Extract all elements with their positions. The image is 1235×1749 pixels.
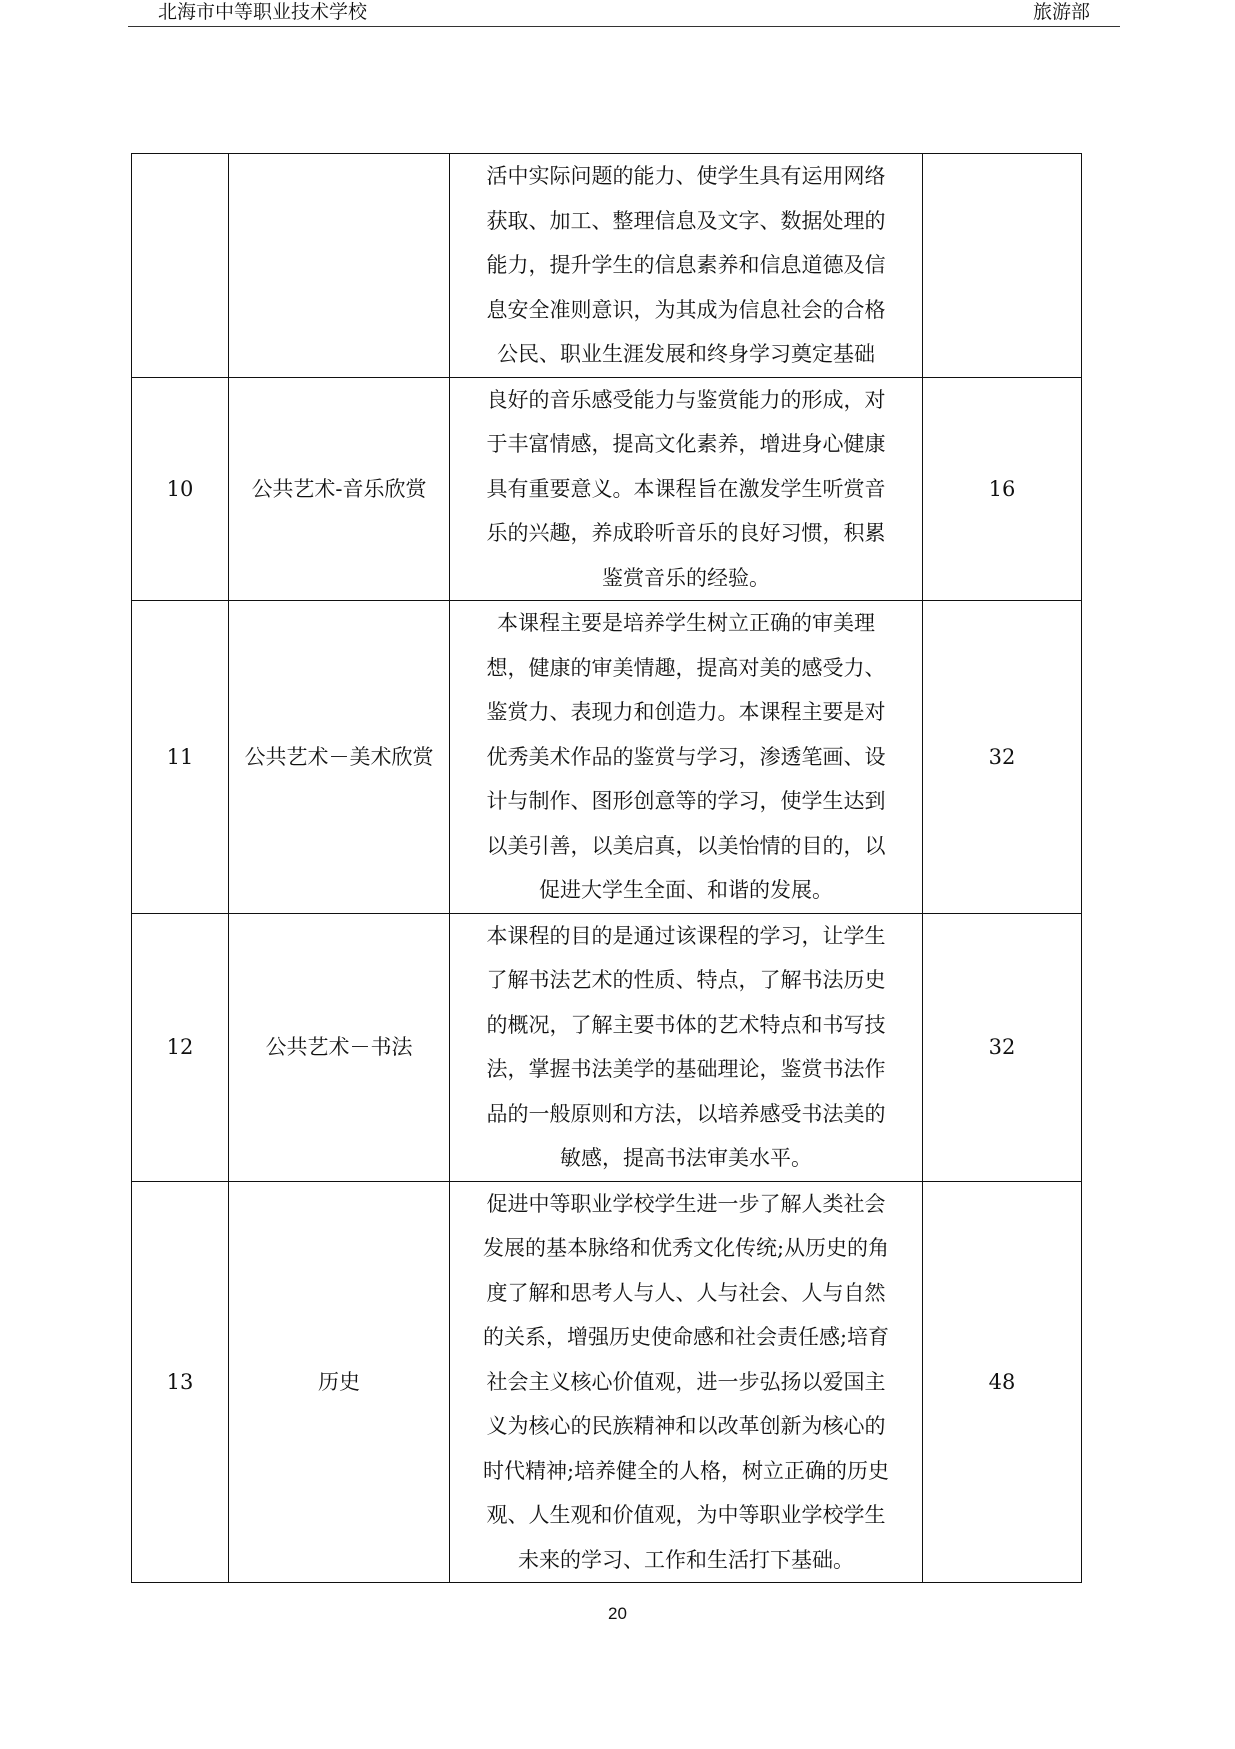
course-description-cell — [450, 601, 923, 914]
course-description-cell — [450, 377, 923, 601]
course-name-cell — [229, 154, 450, 378]
description-line: 法，掌握书法美学的基础理论，鉴赏书法作 — [486, 1057, 886, 1081]
table-row — [132, 913, 1082, 1181]
description-line: 于丰富情感，提高文化素养，增进身心健康 — [486, 432, 886, 456]
description-line: 活中实际问题的能力、使学生具有运用网络 — [486, 164, 886, 188]
course-description-cell — [450, 154, 923, 378]
description-line: 优秀美术作品的鉴赏与学习，渗透笔画、设 — [486, 744, 886, 769]
description-line: 计与制作、图形创意等的学习，使学生达到 — [486, 789, 886, 813]
course-number-cell: 10 — [132, 377, 229, 601]
description-line: 的概况，了解主要书体的艺术特点和书写技 — [486, 1012, 886, 1037]
course-description-cell — [450, 1181, 923, 1583]
course-number-cell: 12 — [132, 913, 229, 1181]
course-number-cell: 13 — [132, 1181, 229, 1583]
course-table — [131, 153, 1082, 1583]
description-line: 观、人生观和价值观，为中等职业学校学生 — [486, 1503, 886, 1527]
description-line: 了解书法艺术的性质、特点，了解书法历史 — [486, 968, 886, 992]
description-line: 以美引善，以美启真，以美怡情的目的，以 — [486, 833, 886, 858]
course-table-body — [132, 154, 1082, 1583]
course-hours-cell: 48 — [923, 1181, 1082, 1583]
description-line: 公民、职业生涯发展和终身学习奠定基础 — [497, 342, 875, 366]
course-hours-cell — [923, 154, 1082, 378]
table-row — [132, 154, 1082, 378]
description-line: 敏感，提高书法审美水平。 — [560, 1146, 812, 1170]
page-number: 20 — [608, 1604, 627, 1623]
description-line: 促进中等职业学校学生进一步了解人类社会 — [486, 1191, 886, 1216]
description-line: 想，健康的审美情趣，提高对美的感受力、 — [486, 655, 886, 680]
description-line: 未来的学习、工作和生活打下基础。 — [518, 1547, 854, 1572]
description-line: 息安全准则意识，为其成为信息社会的合格 — [486, 297, 886, 322]
table-row — [132, 601, 1082, 914]
course-name-cell: 公共艺术-音乐欣赏 — [229, 377, 450, 601]
description-line: 鉴赏音乐的经验。 — [602, 565, 770, 590]
course-number-cell — [132, 154, 229, 378]
description-line: 时代精神;培养健全的人格，树立正确的历史 — [482, 1458, 890, 1483]
description-line: 乐的兴趣，养成聆听音乐的良好习惯，积累 — [486, 521, 886, 545]
course-name-cell: 历史 — [229, 1181, 450, 1583]
description-line: 品的一般原则和方法，以培养感受书法美的 — [486, 1101, 886, 1126]
course-hours-cell: 32 — [923, 601, 1082, 914]
description-line: 良好的音乐感受能力与鉴赏能力的形成，对 — [486, 387, 886, 412]
course-description-cell — [450, 913, 923, 1181]
description-line: 发展的基本脉络和优秀文化传统;从历史的角 — [482, 1236, 890, 1260]
description-line: 本课程的目的是通过该课程的学习，让学生 — [486, 923, 886, 948]
description-line: 义为核心的民族精神和以改革创新为核心的 — [486, 1414, 886, 1438]
course-number-cell: 11 — [132, 601, 229, 914]
description-line: 鉴赏力、表现力和创造力。本课程主要是对 — [486, 700, 886, 724]
description-line: 度了解和思考人与人、人与社会、人与自然 — [486, 1280, 886, 1305]
page-header — [128, 0, 1120, 27]
course-hours-cell: 16 — [923, 377, 1082, 601]
description-line: 社会主义核心价值观，进一步弘扬以爱国主 — [486, 1369, 886, 1394]
description-line: 的关系，增强历史使命感和社会责任感;培育 — [482, 1325, 890, 1349]
description-line: 能力，提升学生的信息素养和信息道德及信 — [486, 253, 886, 277]
department-name: 旅游部 — [1032, 1, 1090, 23]
description-line: 获取、加工、整理信息及文字、数据处理的 — [486, 208, 886, 233]
description-line: 本课程主要是培养学生树立正确的审美理 — [497, 611, 875, 635]
table-row — [132, 1181, 1082, 1583]
course-name-cell: 公共艺术－美术欣赏 — [229, 601, 450, 914]
description-line: 具有重要意义。本课程旨在激发学生听赏音 — [486, 476, 886, 501]
table-row — [132, 377, 1082, 601]
description-line: 促进大学生全面、和谐的发展。 — [539, 878, 833, 902]
school-name: 北海市中等职业技术学校 — [158, 1, 368, 23]
course-name-cell: 公共艺术－书法 — [229, 913, 450, 1181]
course-hours-cell: 32 — [923, 913, 1082, 1181]
